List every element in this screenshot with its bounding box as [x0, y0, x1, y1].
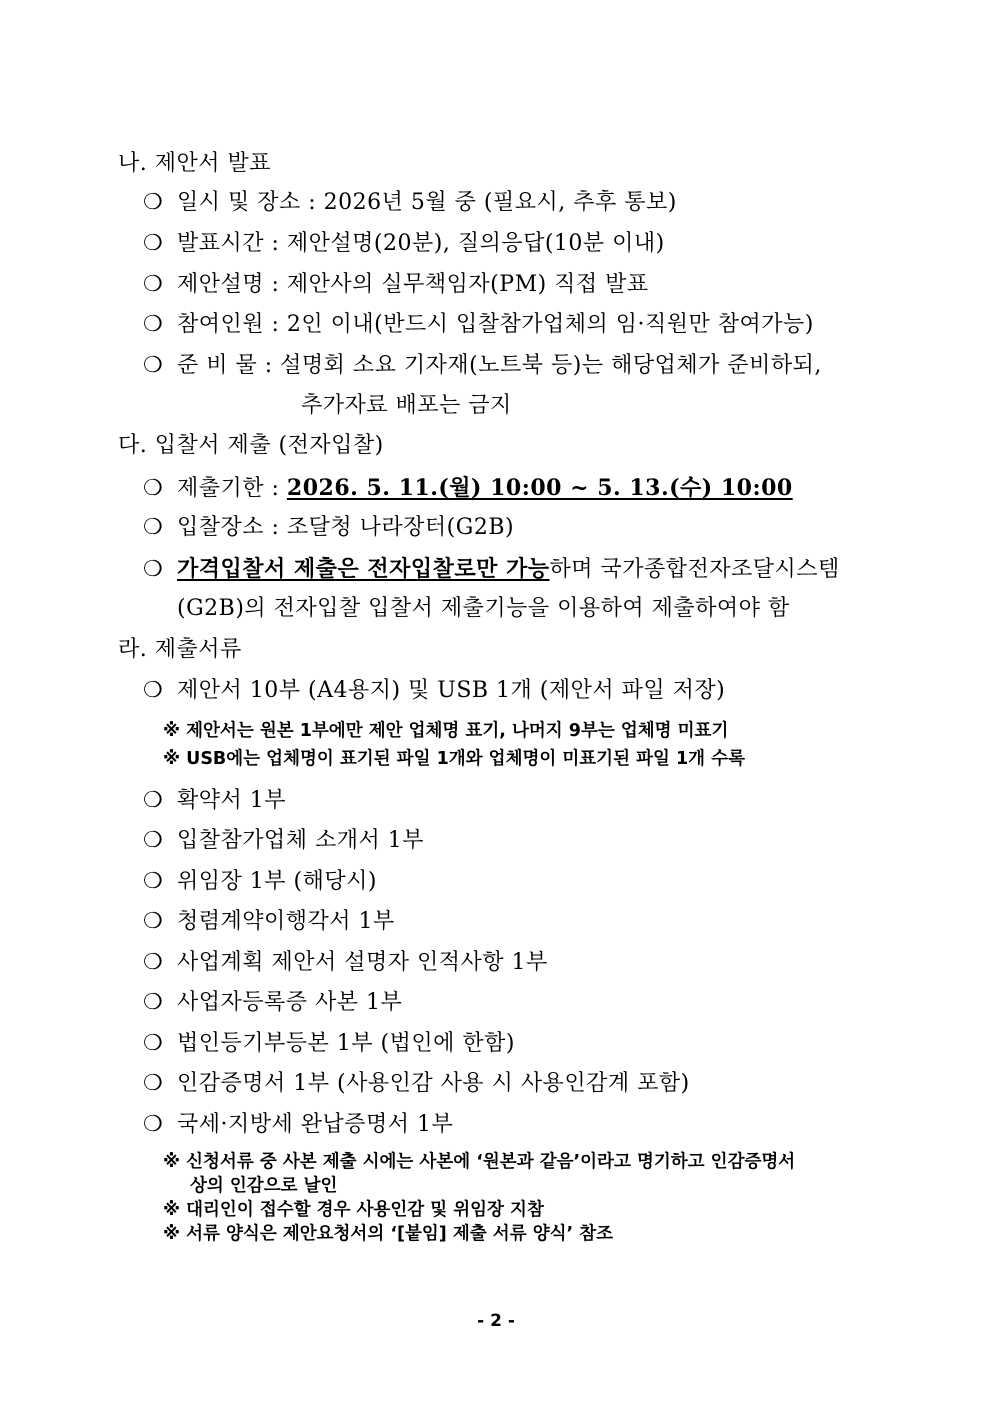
list-item: ❍ 준 비 물 : 설명회 소요 기자재(노트북 등)는 해당업체가 준비하되, [143, 353, 822, 378]
item-value: 인감증명서 1부 (사용인감 사용 시 사용인감계 포함) [177, 1071, 690, 1096]
note-text: 상의 인감으로 날인 [190, 1176, 338, 1196]
list-item [143, 1111, 453, 1139]
item-value: 2인 이내(반드시 입찰참가업체의 임·직원만 참여가능) [286, 312, 814, 337]
item-value: 제안사의 실무책임자(PM) 직접 발표 [286, 272, 649, 297]
item-label: 참여인원 [177, 312, 265, 337]
list-item [143, 949, 548, 977]
circle-bullet-icon: ❍ [143, 1071, 164, 1096]
item-value: 조달청 나라장터(G2B) [286, 515, 515, 540]
item-value: 제안설명(20분), 질의응답(10분 이내) [286, 231, 665, 256]
circle-bullet-icon: ❍ [143, 557, 164, 582]
item-value: 위임장 1부 (해당시) [177, 869, 377, 894]
section-heading-submission: 다. 입찰서 제출 (전자입찰) [118, 433, 384, 458]
item-label: 준 비 물 [177, 353, 258, 378]
item-value: 확약서 1부 [177, 788, 286, 813]
deadline-value: 2026. 5. 11.(월) 10:00 ~ 5. 13.(수) 10:00 [286, 475, 793, 501]
item-value: 입찰참가업체 소개서 1부 [177, 828, 425, 853]
list-item: ❍ 일시 및 장소 : 2026년 5월 중 (필요시, 추후 통보) [143, 190, 677, 215]
circle-bullet-icon: ❍ [143, 828, 164, 853]
item-label: 제출기한 [177, 476, 265, 501]
item-value: 하며 국가종합전자조달시스템 [549, 557, 840, 582]
page-number: - 2 - [477, 1311, 515, 1331]
list-item [143, 787, 286, 815]
circle-bullet-icon: ❍ [143, 476, 164, 501]
list-item [143, 868, 377, 896]
list-item: ❍ 제안설명 : 제안사의 실무책임자(PM) 직접 발표 [143, 272, 649, 297]
circle-bullet-icon: ❍ [143, 272, 164, 297]
item-continuation: 추가자료 배포는 금지 [301, 393, 512, 418]
item-value: 2026년 5월 중 (필요시, 추후 통보) [323, 190, 677, 215]
note-text: ※ 대리인이 접수할 경우 사용인감 및 위임장 지참 [163, 1200, 544, 1220]
circle-bullet-icon: ❍ [143, 515, 164, 540]
item-value: 설명회 소요 기자재(노트북 등)는 해당업체가 준비하되, [280, 353, 822, 378]
item-value: 법인등기부등본 1부 (법인에 한함) [177, 1031, 515, 1056]
list-item [143, 677, 725, 705]
note-text: ※ 제안서는 원본 1부에만 제안 업체명 표기, 나머지 9부는 업체명 미표기 [163, 721, 729, 741]
emphasis-text: 가격입찰서 제출은 전자입찰로만 가능 [177, 556, 550, 582]
list-item [143, 1070, 690, 1098]
item-value: 사업자등록증 사본 1부 [177, 990, 403, 1015]
list-item: ❍ 입찰장소 : 조달청 나라장터(G2B) [143, 515, 515, 540]
circle-bullet-icon: ❍ [143, 1031, 164, 1056]
circle-bullet-icon: ❍ [143, 231, 164, 256]
circle-bullet-icon: ❍ [143, 869, 164, 894]
item-label: 제안설명 [177, 272, 265, 297]
circle-bullet-icon: ❍ [143, 788, 164, 813]
note-text: ※ 신청서류 중 사본 제출 시에는 사본에 ‘원본과 같음’이라고 명기하고 인감증명서 [163, 1152, 796, 1172]
section-heading-presentation: 나. 제안서 발표 [118, 151, 271, 176]
circle-bullet-icon: ❍ [143, 353, 164, 378]
list-item [143, 1030, 515, 1058]
item-label: 일시 및 장소 [177, 190, 301, 215]
item-value: 제안서 10부 (A4용지) 및 USB 1개 (제안서 파일 저장) [177, 678, 726, 703]
section-heading-documents: 라. 제출서류 [118, 637, 242, 662]
item-value: 청렴계약이행각서 1부 [177, 909, 395, 934]
circle-bullet-icon: ❍ [143, 909, 164, 934]
list-item: ❍ 참여인원 : 2인 이내(반드시 입찰참가업체의 임·직원만 참여가능) [143, 312, 814, 337]
item-label: 입찰장소 [177, 515, 265, 540]
circle-bullet-icon: ❍ [143, 312, 164, 337]
note-text: ※ USB에는 업체명이 표기된 파일 1개와 업체명이 미표기된 파일 1개 수록 [163, 749, 745, 769]
list-item: ❍ 제출기한 : 2026. 5. 11.(월) 10:00 ~ 5. 13.(수) 10:00 [143, 475, 793, 501]
circle-bullet-icon: ❍ [143, 990, 164, 1015]
item-continuation: (G2B)의 전자입찰 입찰서 제출기능을 이용하여 제출하여야 함 [177, 596, 790, 621]
list-item [143, 555, 840, 584]
circle-bullet-icon: ❍ [143, 190, 164, 215]
item-value: 사업계획 제안서 설명자 인적사항 1부 [177, 950, 548, 975]
circle-bullet-icon: ❍ [143, 678, 164, 703]
circle-bullet-icon: ❍ [143, 950, 164, 975]
list-item [143, 827, 424, 855]
list-item: ❍ 발표시간 : 제안설명(20분), 질의응답(10분 이내) [143, 231, 665, 256]
circle-bullet-icon: ❍ [143, 1112, 164, 1137]
list-item [143, 989, 402, 1017]
item-value: 국세·지방세 완납증명서 1부 [177, 1112, 454, 1137]
item-label: 발표시간 [177, 231, 265, 256]
note-text: ※ 서류 양식은 제안요청서의 ‘[붙임] 제출 서류 양식’ 참조 [163, 1224, 614, 1244]
list-item [143, 908, 395, 936]
